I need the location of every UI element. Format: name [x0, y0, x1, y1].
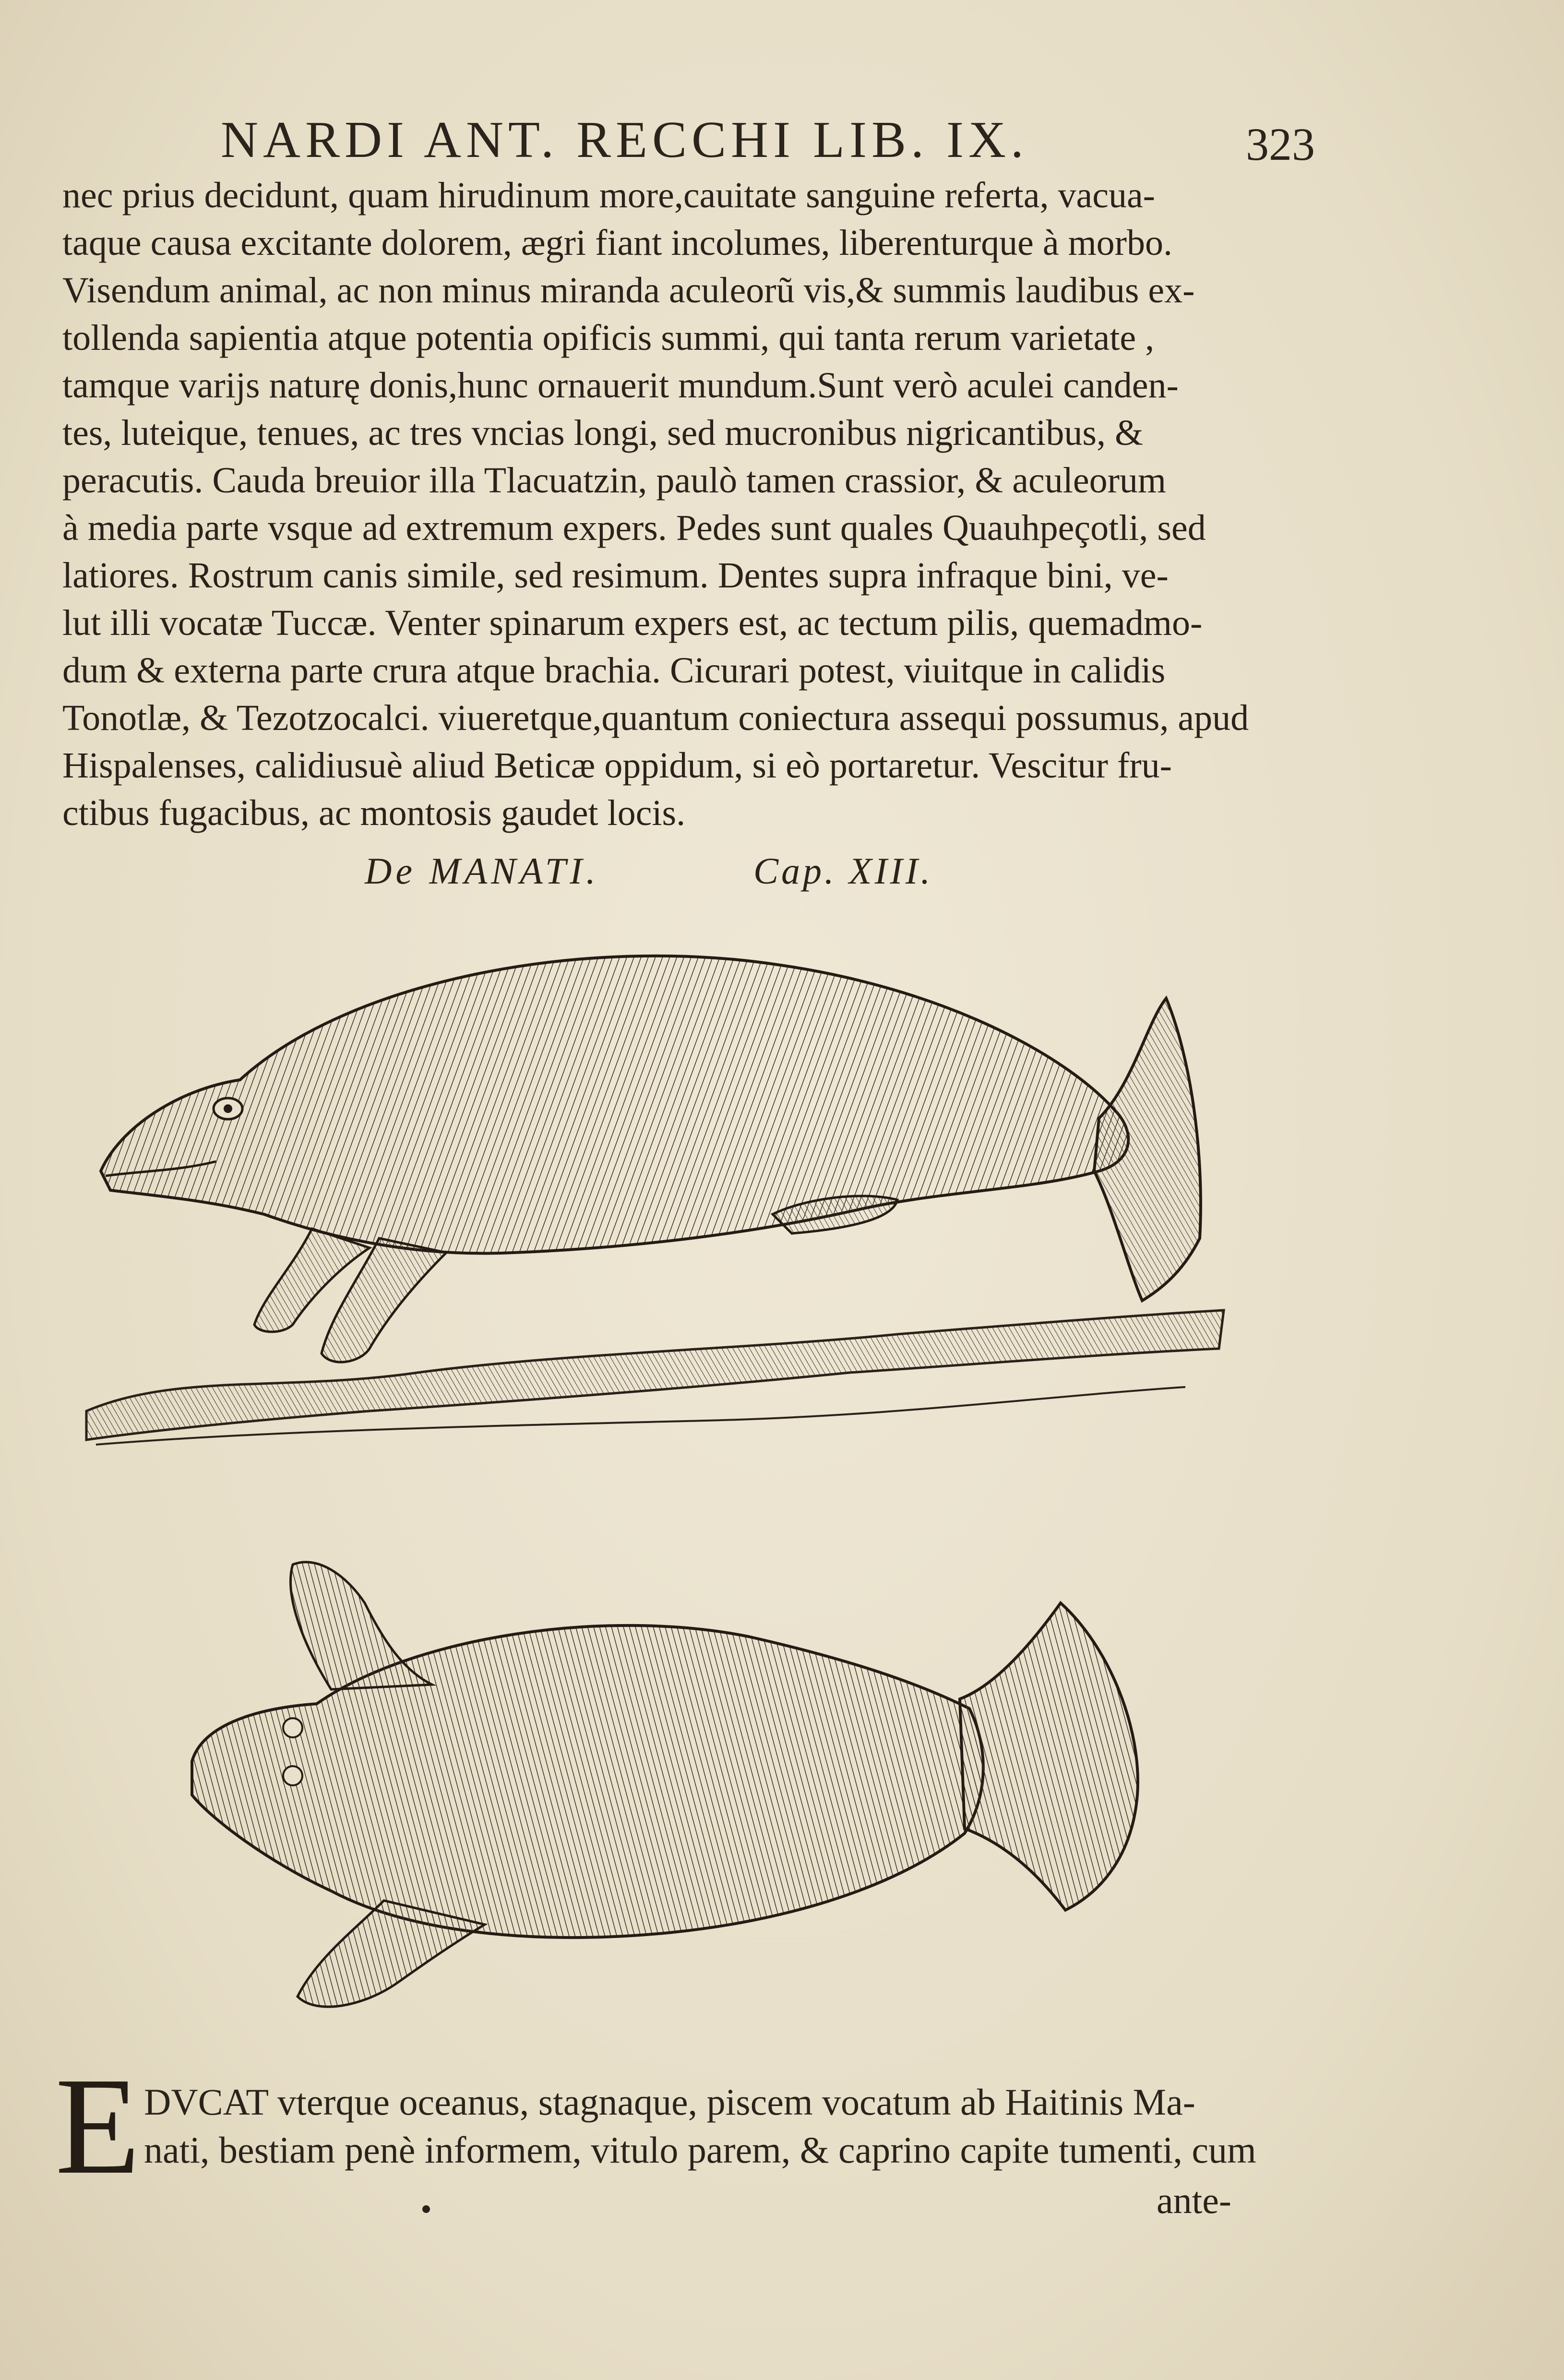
decorated-initial: E [55, 2049, 141, 2203]
page-header [211, 103, 1315, 175]
page-number: 323 [1246, 119, 1315, 170]
body-text [62, 172, 1253, 837]
text-line: nati, bestiam penè informem, vitulo parem, & caprino capite tumenti, cum [144, 2129, 1256, 2171]
catchword: ante- [1157, 2179, 1231, 2221]
text-line: tollenda sapientia atque potentia opificis summi, qui tanta rerum varietate , [62, 318, 1155, 358]
chapter-heading [365, 849, 1037, 902]
text-line: latiores. Rostrum canis simile, sed resimum. Dentes supra infraque bini, ve- [62, 555, 1169, 596]
text-line: à media parte vsque ad extremum expers. Pedes sunt quales Quauhpeçotli, sed [62, 508, 1206, 548]
text-line: dum & externa parte crura atque brachia. Cicurari potest, viuitque in calidis [62, 650, 1166, 691]
text-line: peracutis. Cauda breuior illa Tlacuatzin, paulò tamen crassior, & aculeorum [62, 460, 1167, 501]
text-line: nec prius decidunt, quam hirudinum more,cauitate sanguine referta, vacua- [62, 175, 1155, 215]
manatee-side-woodcut [82, 902, 1233, 1526]
ink-dot [422, 2205, 430, 2213]
text-line: Visendum animal, ac non minus miranda aculeorũ vis,& summis laudibus ex- [62, 270, 1195, 311]
text-line: tes, luteique, tenues, ac tres vncias longi, sed mucronibus nigricantibus, & [62, 413, 1144, 453]
manatee-dorsal-woodcut [173, 1526, 1171, 2045]
chapter-number: Cap. XIII. [753, 850, 933, 892]
text-line: DVCAT vterque oceanus, stagnaque, piscem vocatum ab Haitinis Ma- [144, 2081, 1195, 2123]
text-line: ctibus fugacibus, ac montosis gaudet locis. [62, 793, 686, 833]
text-line: lut illi vocatæ Tuccæ. Venter spinarum expers est, ac tectum pilis, quemadmo- [62, 603, 1203, 643]
opening-paragraph [144, 2078, 1262, 2174]
text-line: Tonotlæ, & Tezotzocalci. viueretque,quantum coniectura assequi possumus, apud [62, 698, 1249, 738]
running-head: NARDI ANT. RECCHI LIB. IX. [221, 111, 1028, 168]
chapter-title: De MANATI. [365, 850, 599, 892]
text-line: Hispalenses, calidiusuè aliud Beticæ oppidum, si eò portaretur. Vescitur fru- [62, 745, 1172, 786]
text-line: tamque varijs naturę donis,hunc ornauerit mundum.Sunt verò aculei canden- [62, 365, 1179, 406]
text-line: taque causa excitante dolorem, ægri fiant incolumes, liberenturque à morbo. [62, 223, 1172, 263]
